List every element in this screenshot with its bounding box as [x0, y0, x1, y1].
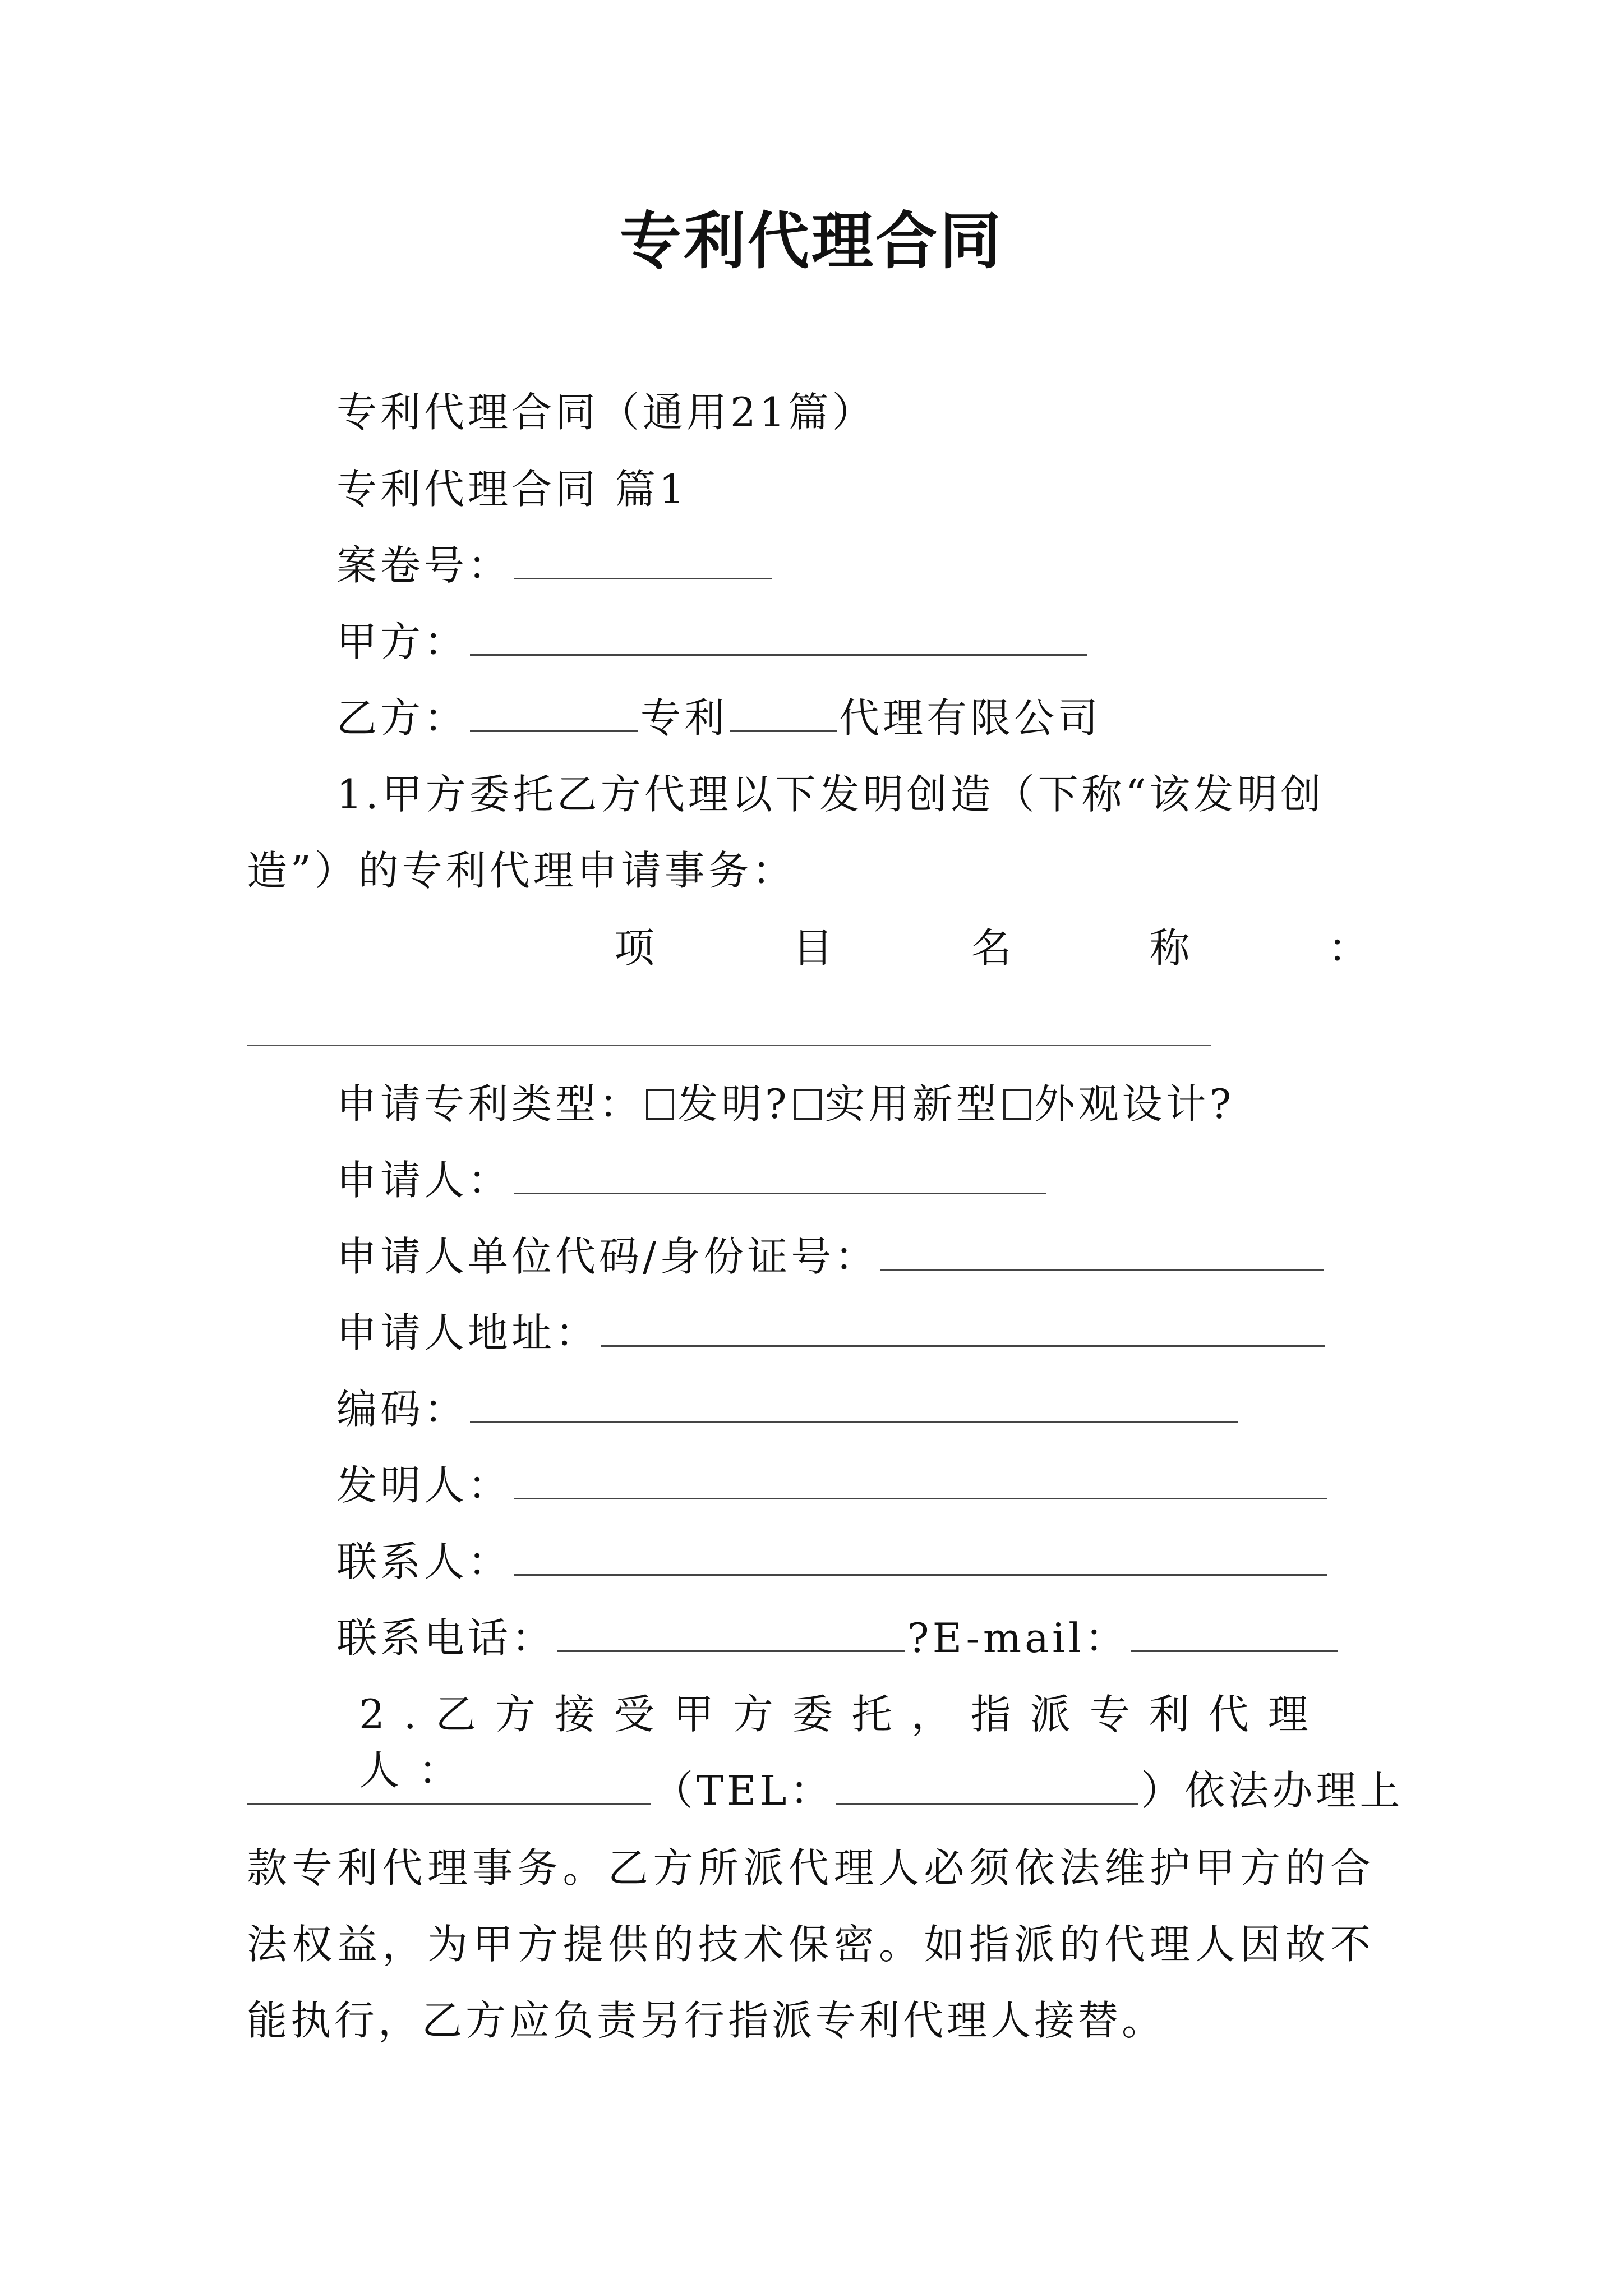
address-row — [336, 1305, 1327, 1361]
document-title: 专利代理合同 — [620, 205, 1003, 277]
contact-blank[interactable] — [514, 1539, 1327, 1576]
section-heading: 专利代理合同 篇1 — [336, 466, 688, 513]
patent-type-label: 申请专利类型： — [336, 1080, 643, 1128]
subtitle: 专利代理合同（通用21篇） — [336, 389, 876, 436]
invention-option: 发明? — [677, 1080, 790, 1128]
utility-model-option: 实用新型 — [824, 1080, 1000, 1128]
party-b-mid: 专利 — [640, 694, 728, 742]
tel-close: ）依法办理上 — [1141, 1767, 1404, 1814]
party-b-suffix: 代理有限公司 — [839, 694, 1102, 742]
party-b-blank-2[interactable] — [730, 696, 837, 732]
clause1-line1: 1.甲方委托乙方代理以下发明创造（下称“该发明创 — [336, 771, 1325, 818]
postcode-label: 编码： — [336, 1386, 468, 1433]
phone-row — [336, 1610, 1340, 1666]
case-number-label: 案卷号： — [336, 542, 512, 589]
design-option: 外观设计? — [1034, 1080, 1235, 1128]
email-label: ?E-mail： — [907, 1614, 1129, 1662]
patent-type-row — [336, 1076, 1234, 1132]
party-a-label: 甲方： — [336, 618, 468, 665]
inventor-label: 发明人： — [336, 1462, 512, 1509]
party-a-blank[interactable] — [470, 619, 1087, 656]
applicant-blank[interactable] — [514, 1158, 1046, 1194]
project-char-3: 名 — [971, 924, 1012, 972]
email-blank[interactable] — [1131, 1616, 1338, 1652]
inventor-row — [336, 1457, 1329, 1513]
party-b-label: 乙方： — [336, 694, 468, 742]
phone-blank[interactable] — [557, 1616, 905, 1652]
tel-blank[interactable] — [836, 1768, 1138, 1805]
design-checkbox[interactable] — [1003, 1089, 1031, 1120]
phone-label: 联系电话： — [336, 1614, 556, 1662]
postcode-row — [336, 1381, 1241, 1437]
project-char-2: 目 — [792, 924, 833, 972]
agent-name-blank[interactable] — [247, 1768, 651, 1805]
tel-open: （TEL： — [653, 1767, 834, 1814]
party-b-blank-1[interactable] — [470, 696, 638, 732]
party-b-row — [336, 690, 1101, 746]
applicant-row — [336, 1152, 1049, 1208]
case-number-blank[interactable] — [514, 543, 772, 579]
clause2-tel-row — [247, 1763, 1403, 1819]
project-char-1: 项 — [614, 924, 655, 972]
clause2-body: 款专利代理事务。乙方所派代理人必须依法维护甲方的合法权益，为甲方提供的技术保密。如指派的代理人因故不能执行，乙方应负责另行指派专利代理人接替。 — [247, 1844, 1374, 2044]
id-code-blank[interactable] — [880, 1234, 1324, 1271]
clause2-line1-text: 2.乙方接受甲方委托，指派专利代理人： — [359, 1691, 1327, 1794]
project-name-blank[interactable] — [247, 1045, 1211, 1046]
address-blank[interactable] — [601, 1310, 1325, 1347]
project-name-label — [614, 920, 1368, 976]
postcode-blank[interactable] — [470, 1387, 1238, 1423]
inventor-blank[interactable] — [514, 1463, 1327, 1499]
case-number-row — [336, 537, 774, 593]
utility-model-checkbox[interactable] — [794, 1089, 822, 1120]
contact-row — [336, 1534, 1329, 1590]
project-char-5: ： — [1327, 924, 1368, 972]
applicant-label: 申请人： — [336, 1157, 512, 1204]
id-code-label: 申请人单位代码/身份证号： — [336, 1233, 879, 1280]
invention-checkbox[interactable] — [646, 1089, 674, 1120]
address-label: 申请人地址： — [336, 1309, 600, 1356]
clause1-line2: 造”）的专利代理申请事务： — [247, 847, 796, 894]
project-char-4: 称 — [1149, 924, 1190, 972]
contact-label: 联系人： — [336, 1538, 512, 1585]
party-a-row — [336, 614, 1089, 670]
id-code-row — [336, 1228, 1326, 1285]
